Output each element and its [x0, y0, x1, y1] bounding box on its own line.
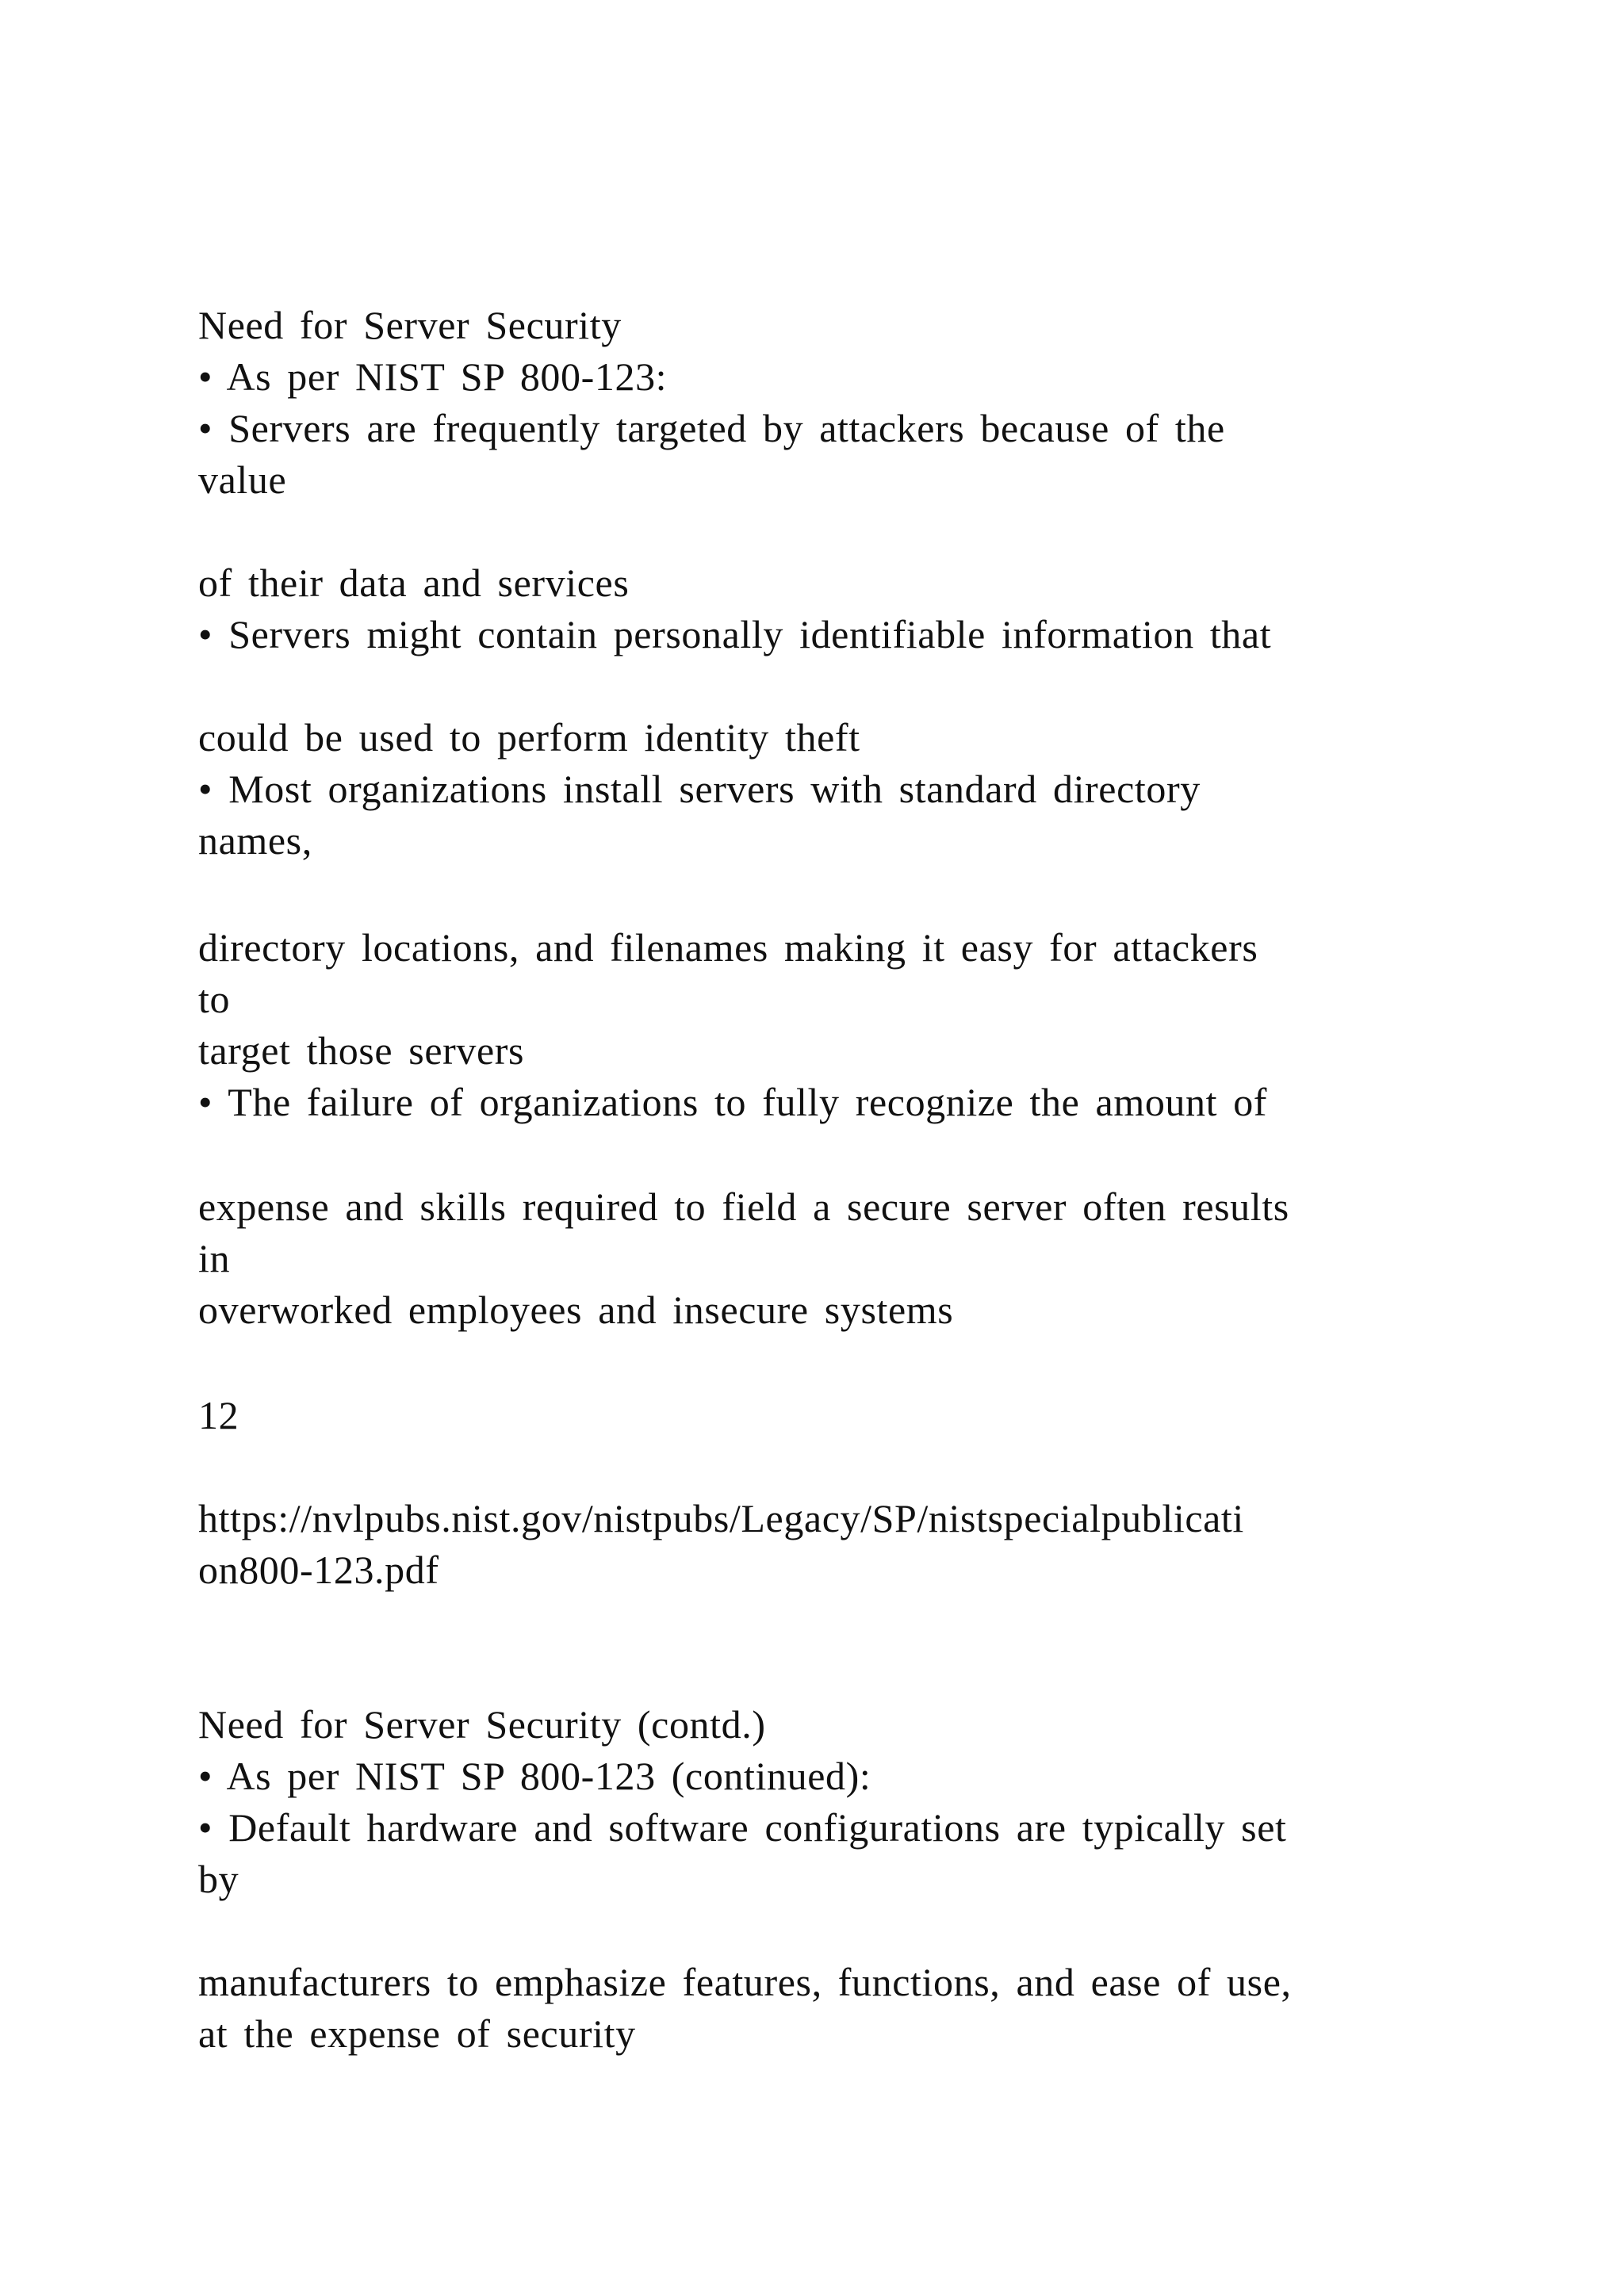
bullet-text: • Servers are frequently targeted by attackers because of the	[198, 406, 1225, 450]
bullet-text: • As per NIST SP 800-123 (continued):	[198, 1754, 871, 1798]
text-line: at the expense of security	[198, 2011, 636, 2056]
slide-title: Need for Server Security	[198, 303, 622, 347]
bullet-text: • The failure of organizations to fully recognize the amount of	[198, 1080, 1268, 1124]
text-line: by	[198, 1857, 239, 1901]
slide-title: Need for Server Security (contd.)	[198, 1702, 766, 1747]
page-number: 12	[198, 1393, 239, 1437]
text-line: directory locations, and filenames making it easy for attackers	[198, 925, 1258, 970]
bullet-text: • Most organizations install servers with standard directory	[198, 767, 1201, 811]
text-line: expense and skills required to field a secure server often results	[198, 1184, 1289, 1229]
bullet-text: • As per NIST SP 800-123:	[198, 354, 668, 399]
text-line: target those servers	[198, 1028, 525, 1073]
text-line: overworked employees and insecure systems	[198, 1288, 954, 1332]
text-line: to	[198, 977, 231, 1021]
bullet-text: • Default hardware and software configurations are typically set	[198, 1805, 1287, 1850]
text-line: manufacturers to emphasize features, functions, and ease of use,	[198, 1960, 1292, 2004]
bullet-text: • Servers might contain personally identifiable information that	[198, 612, 1272, 656]
text-line: value	[198, 457, 287, 502]
text-line: names,	[198, 818, 312, 863]
reference-url: on800-123.pdf	[198, 1548, 439, 1592]
text-line: in	[198, 1236, 231, 1280]
text-line: could be used to perform identity theft	[198, 715, 860, 760]
text-line: of their data and services	[198, 561, 630, 605]
reference-url: https://nvlpubs.nist.gov/nistpubs/Legacy/SP/nistspecialpublicati	[198, 1496, 1244, 1540]
